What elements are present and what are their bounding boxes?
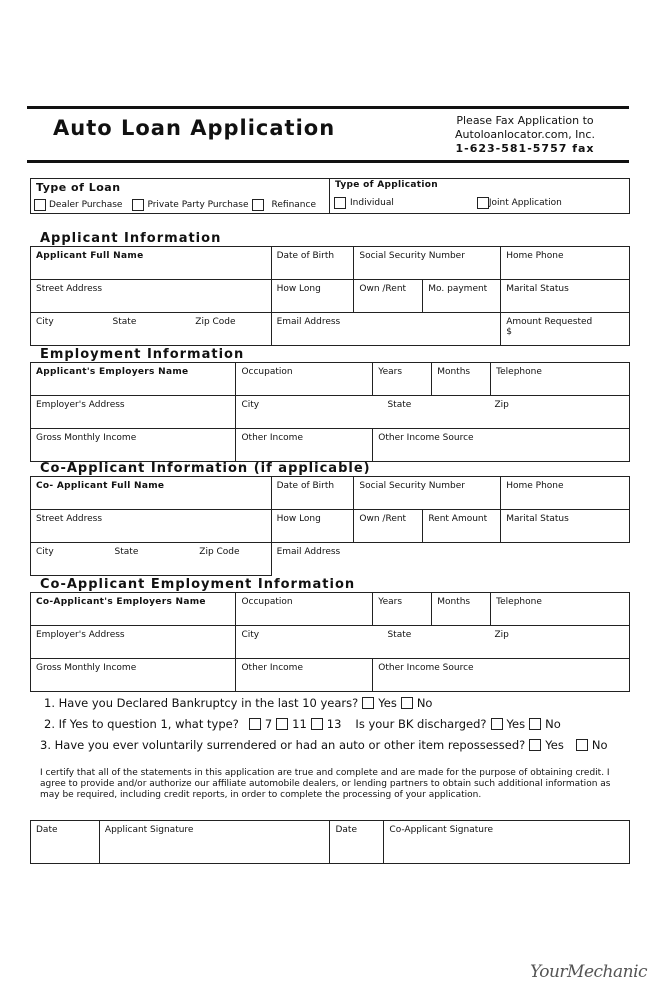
state-label: State <box>112 317 137 327</box>
co-city-state-zip-field[interactable] <box>31 543 272 576</box>
q3-no-checkbox[interactable] <box>576 739 588 751</box>
q2-yes-checkbox[interactable] <box>491 718 503 730</box>
header-bottom-rule <box>27 160 629 163</box>
private-party-label: Private Party Purchase <box>147 200 249 210</box>
q3-yes-checkbox[interactable] <box>529 739 541 751</box>
telephone-field[interactable]: Telephone <box>491 363 630 396</box>
co-gross-income-field[interactable]: Gross Monthly Income <box>31 659 236 692</box>
question-1-text: 1. Have you Declared Bankruptcy in the last 10 years? <box>44 696 359 710</box>
co-applicant-date-field[interactable]: Date <box>330 821 384 864</box>
email-field[interactable]: Email Address <box>271 313 501 346</box>
co-employer-city-state-zip-field[interactable] <box>236 626 630 659</box>
q1-yes-label: Yes <box>378 696 397 710</box>
q2-chapter-7-checkbox[interactable] <box>249 718 261 730</box>
q1-yes-checkbox[interactable] <box>362 697 374 709</box>
marital-status-field[interactable]: Marital Status <box>501 280 630 313</box>
dealer-purchase-label: Dealer Purchase <box>49 200 123 210</box>
co-rent-amount-field[interactable]: Rent Amount <box>423 510 501 543</box>
co-years-field[interactable]: Years <box>373 593 432 626</box>
q2-chapter-13-checkbox[interactable] <box>311 718 323 730</box>
employer-address-field[interactable]: Employer's Address <box>31 396 236 429</box>
other-income-source-field[interactable]: Other Income Source <box>373 429 630 462</box>
question-2b-text: Is your BK discharged? <box>355 717 487 731</box>
ssn-field[interactable]: Social Security Number <box>354 247 501 280</box>
co-applicant-info-heading: Co-Applicant Information (if applicable) <box>40 461 371 476</box>
co-employer-address-field[interactable]: Employer's Address <box>31 626 236 659</box>
co-other-income-field[interactable]: Other Income <box>236 659 373 692</box>
type-of-loan-label: Type of Loan <box>36 181 121 194</box>
co-zip-code-label: Zip Code <box>199 547 240 557</box>
fax-line-1: Please Fax Application to <box>456 114 594 127</box>
application-options <box>334 197 562 209</box>
q2-chapter-11-label: 11 <box>292 717 307 731</box>
co-ssn-field[interactable]: Social Security Number <box>354 477 501 510</box>
q3-yes-label: Yes <box>545 738 564 752</box>
employer-state-label: State <box>387 400 412 410</box>
yourmechanic-logo: YourMechanic <box>530 962 648 982</box>
own-rent-field[interactable]: Own /Rent <box>354 280 423 313</box>
q3-no-label: No <box>591 738 608 752</box>
gross-income-field[interactable]: Gross Monthly Income <box>31 429 236 462</box>
city-state-zip-field[interactable] <box>31 313 272 346</box>
loan-options <box>34 199 316 211</box>
amount-requested-field[interactable] <box>501 313 630 346</box>
question-1 <box>44 696 432 710</box>
q2-yes-label: Yes <box>506 717 526 731</box>
fax-number: 1-623-581-5757 fax <box>455 142 595 155</box>
question-3-text: 3. Have you ever voluntarily surrendered or had an auto or other item repossessed? <box>40 738 526 752</box>
q2-no-label: No <box>545 717 561 731</box>
co-employment-info-heading: Co-Applicant Employment Information <box>40 577 356 592</box>
employment-info-table <box>30 362 630 462</box>
signature-table <box>30 820 630 864</box>
joint-application-label: Joint Application <box>488 198 562 208</box>
co-employer-state-label: State <box>387 630 412 640</box>
home-phone-field[interactable]: Home Phone <box>501 247 630 280</box>
co-state-label: State <box>114 547 139 557</box>
certification-text: I certify that all of the statements in this application are true and complete and are made for the purpose of obtaining credit. I agree to provide and/or authorize our affiliate automobile dealers, or lending partners to obtain such additional information as may be required, including credit reports, in order to complete the processing of your application. <box>40 768 611 800</box>
co-employment-info-table <box>30 592 630 692</box>
how-long-field[interactable]: How Long <box>271 280 354 313</box>
employer-city-label: City <box>241 400 260 410</box>
years-field[interactable]: Years <box>373 363 432 396</box>
q1-no-label: No <box>416 696 433 710</box>
q2-chapter-11-checkbox[interactable] <box>276 718 288 730</box>
refinance-label: Refinance <box>271 200 316 210</box>
private-party-checkbox[interactable] <box>132 199 144 211</box>
fax-line-2: Autoloanlocator.com, Inc. <box>455 128 595 141</box>
co-employer-city-label: City <box>241 630 260 640</box>
individual-checkbox[interactable] <box>334 197 346 209</box>
occupation-field[interactable]: Occupation <box>236 363 373 396</box>
co-months-field[interactable]: Months <box>432 593 491 626</box>
dob-field[interactable]: Date of Birth <box>271 247 354 280</box>
joint-application-checkbox[interactable] <box>477 197 489 209</box>
co-email-field[interactable]: Email Address <box>271 543 629 576</box>
top-rule <box>27 106 629 109</box>
question-2 <box>44 717 561 731</box>
question-3 <box>40 738 607 752</box>
co-marital-status-field[interactable]: Marital Status <box>501 510 630 543</box>
refinance-checkbox[interactable] <box>252 199 264 211</box>
employer-city-state-zip-field[interactable] <box>236 396 630 429</box>
employer-name-field[interactable]: Applicant's Employers Name <box>31 363 236 396</box>
individual-label: Individual <box>350 198 394 208</box>
co-employer-name-field[interactable]: Co-Applicant's Employers Name <box>31 593 236 626</box>
co-own-rent-field[interactable]: Own /Rent <box>354 510 423 543</box>
amount-requested-label: Amount Requested <box>506 317 593 327</box>
q2-chapter-7-label: 7 <box>264 717 273 731</box>
applicant-signature-field[interactable]: Applicant Signature <box>99 821 330 864</box>
co-street-address-field[interactable]: Street Address <box>31 510 272 543</box>
employment-info-heading: Employment Information <box>40 347 245 362</box>
applicant-info-table <box>30 246 630 346</box>
co-other-income-source-field[interactable]: Other Income Source <box>373 659 630 692</box>
applicant-full-name-field[interactable]: Applicant Full Name <box>31 247 272 280</box>
months-field[interactable]: Months <box>432 363 491 396</box>
page-title: Auto Loan Application <box>53 116 336 140</box>
fax-info <box>440 114 610 156</box>
type-of-application-label: Type of Application <box>335 180 438 190</box>
q1-no-checkbox[interactable] <box>401 697 413 709</box>
street-address-field[interactable]: Street Address <box>31 280 272 313</box>
applicant-date-field[interactable]: Date <box>31 821 100 864</box>
co-home-phone-field[interactable]: Home Phone <box>501 477 630 510</box>
q2-no-checkbox[interactable] <box>529 718 541 730</box>
co-telephone-field[interactable]: Telephone <box>491 593 630 626</box>
co-dob-field[interactable]: Date of Birth <box>271 477 354 510</box>
mo-payment-field[interactable]: Mo. payment <box>423 280 501 313</box>
dollar-sign: $ <box>506 327 512 337</box>
dealer-purchase-checkbox[interactable] <box>34 199 46 211</box>
employer-zip-label: Zip <box>494 400 509 410</box>
co-applicant-full-name-field[interactable]: Co- Applicant Full Name <box>31 477 272 510</box>
q2-chapter-13-label: 13 <box>326 717 342 731</box>
city-label: City <box>36 317 54 327</box>
zip-code-label: Zip Code <box>195 317 236 327</box>
co-occupation-field[interactable]: Occupation <box>236 593 373 626</box>
co-city-label: City <box>36 547 54 557</box>
co-applicant-info-table <box>30 476 630 576</box>
other-income-field[interactable]: Other Income <box>236 429 373 462</box>
co-employer-zip-label: Zip <box>494 630 509 640</box>
co-applicant-signature-field[interactable]: Co-Applicant Signature <box>384 821 630 864</box>
question-2-text: 2. If Yes to question 1, what type? <box>44 717 239 731</box>
co-how-long-field[interactable]: How Long <box>271 510 354 543</box>
applicant-info-heading: Applicant Information <box>40 231 222 246</box>
